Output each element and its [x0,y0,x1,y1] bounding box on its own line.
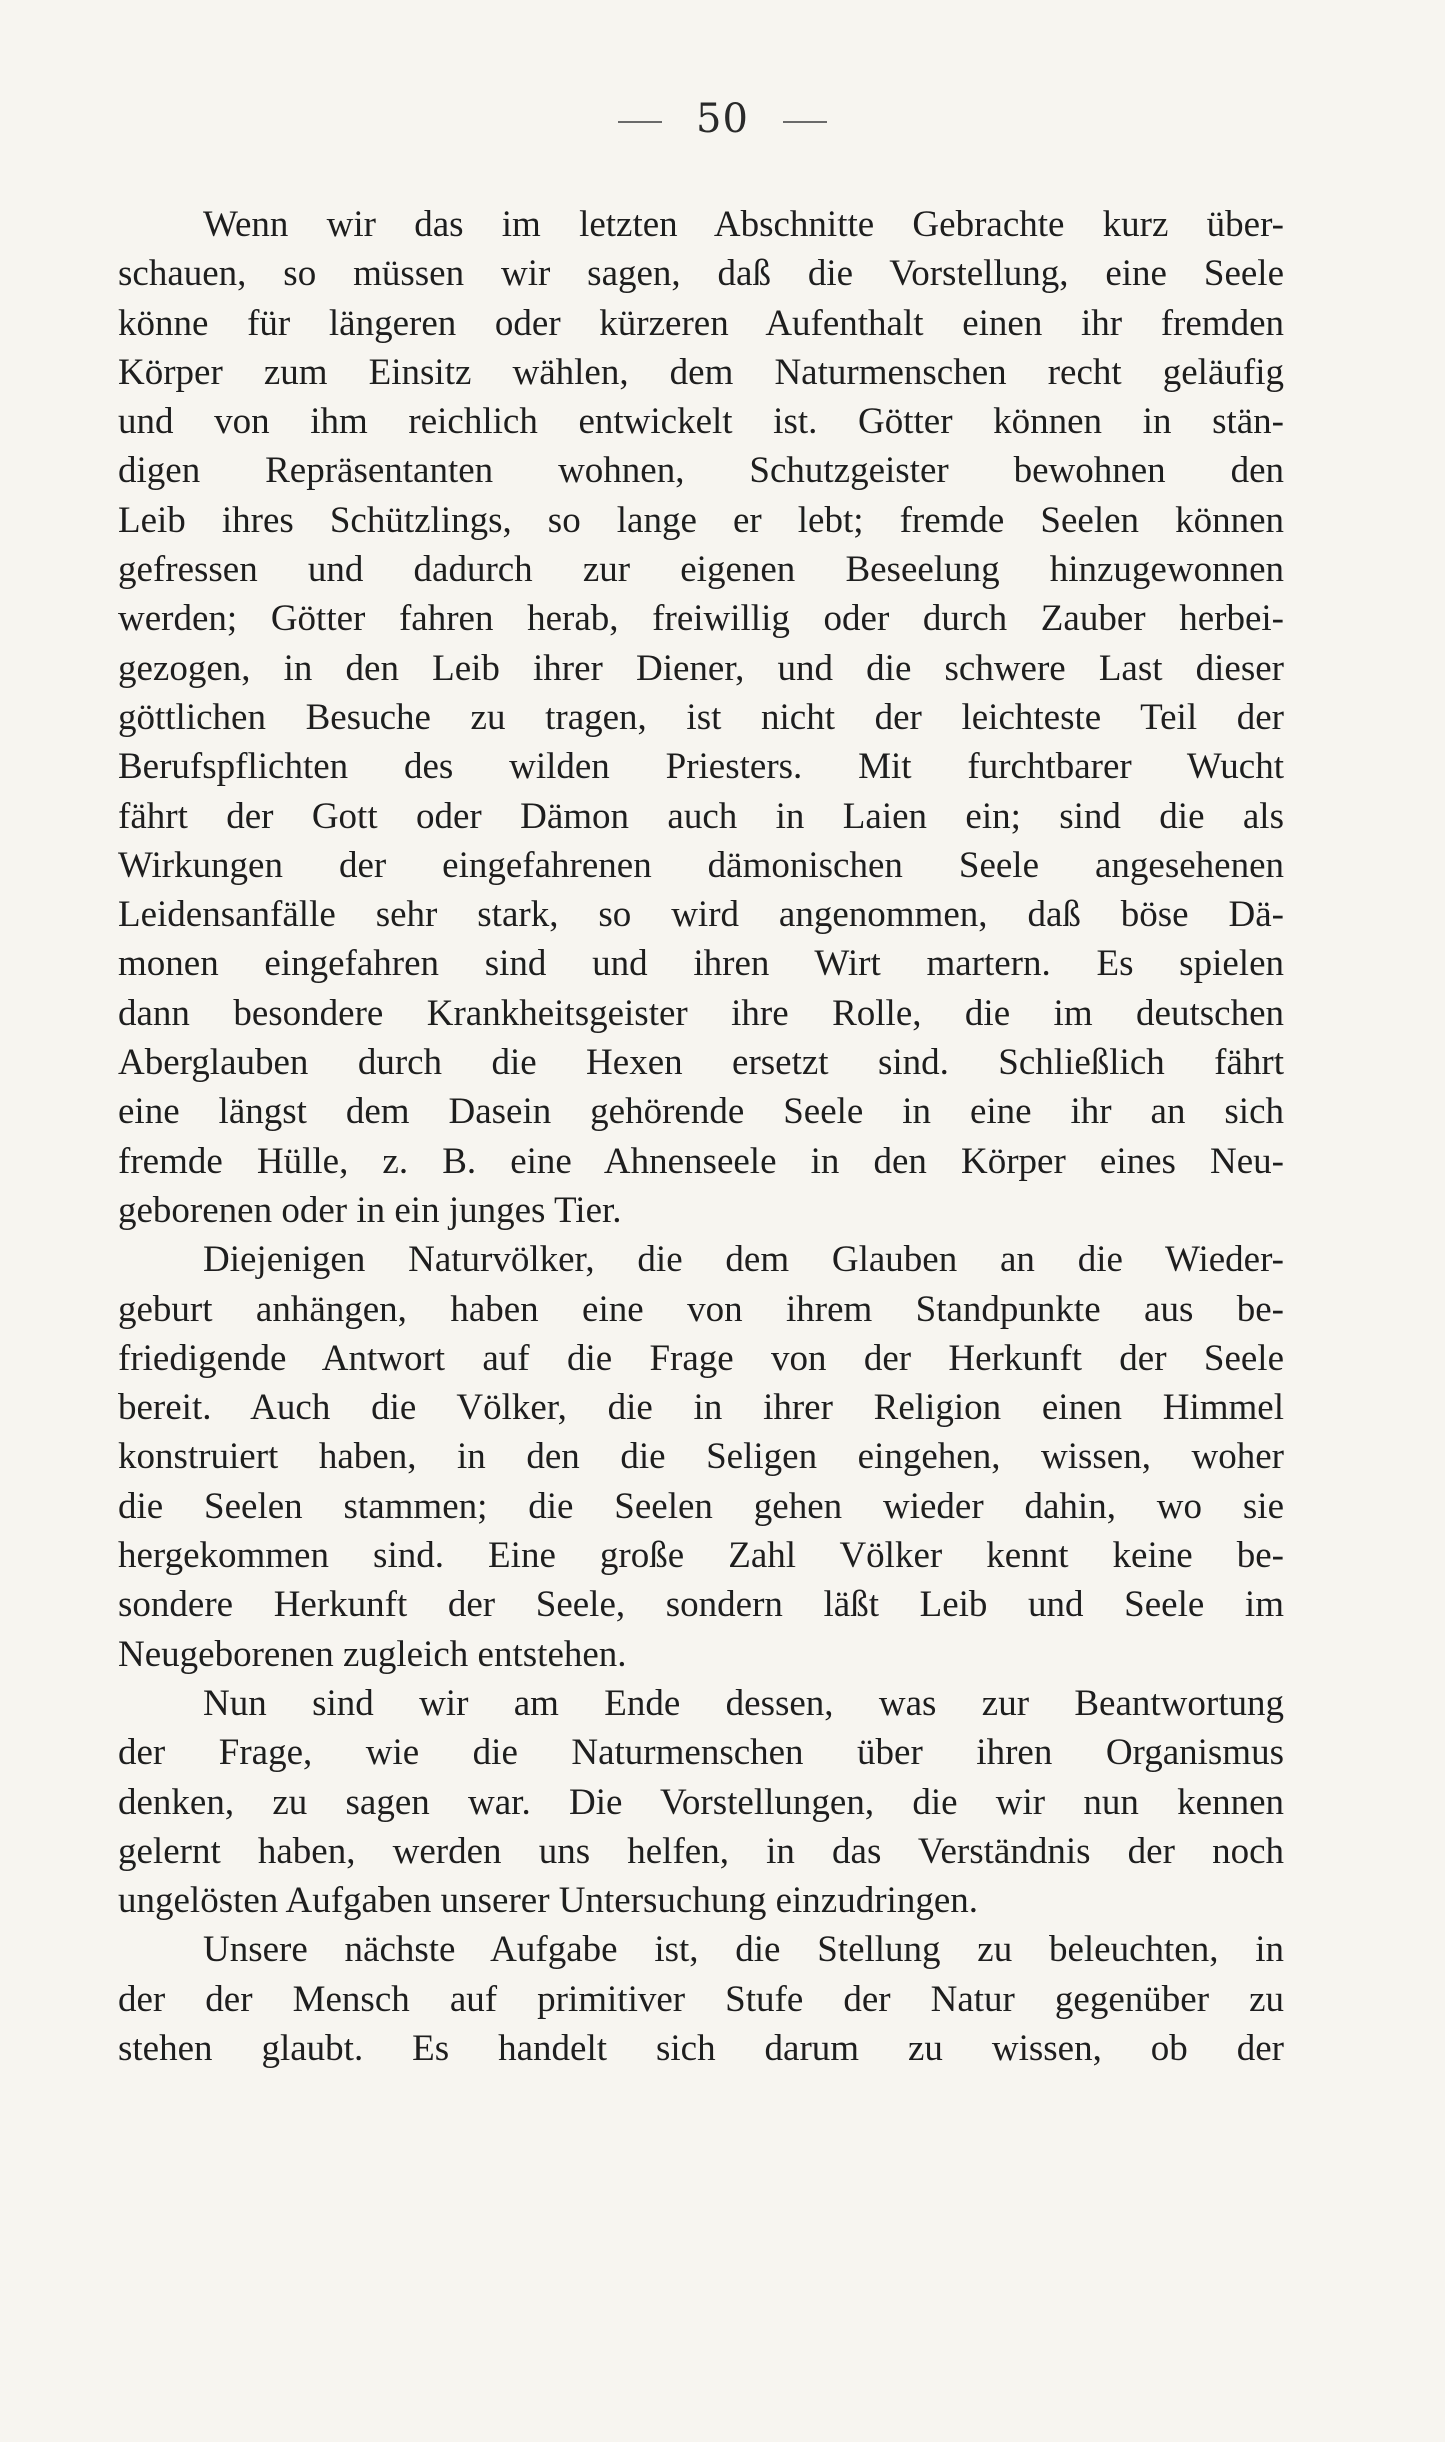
text-line: gefressen und dadurch zur eigenen Beseelung hinzugewonnen [118,549,1284,591]
text-line: geburt anhängen, haben eine von ihrem Standpunkte aus be- [118,1288,1284,1330]
text-line: werden; Götter fahren herab, freiwillig oder durch Zauber herbei- [118,598,1284,640]
text-line: bereit. Auch die Völker, die in ihrer Religion einen Himmel [118,1387,1284,1429]
text-line: friedigende Antwort auf die Frage von der Herkunft der Seele [118,1337,1284,1379]
text-line: denken, zu sagen war. Die Vorstellungen, die wir nun kennen [118,1781,1284,1823]
text-line: stehen glaubt. Es handelt sich darum zu wissen, ob der [118,2027,1284,2069]
text-line: sondere Herkunft der Seele, sondern läßt Leib und Seele im [118,1584,1284,1626]
text-line: Diejenigen Naturvölker, die dem Glauben an die Wieder- [203,1239,1284,1281]
text-line: Leib ihres Schützlings, so lange er lebt; fremde Seelen können [118,499,1284,541]
text-line: und von ihm reichlich entwickelt ist. Götter können in stän- [118,401,1284,443]
text-line: der Frage, wie die Naturmenschen über ihren Organismus [118,1732,1284,1774]
text-line: eine längst dem Dasein gehörende Seele in eine ihr an sich [118,1091,1284,1133]
text-line: monen eingefahren sind und ihren Wirt martern. Es spielen [118,943,1284,985]
page-number: 50 [696,96,749,142]
text-line: ungelösten Aufgaben unserer Untersuchung einzudringen. [118,1880,978,1922]
text-line: hergekommen sind. Eine große Zahl Völker kennt keine be- [118,1535,1284,1577]
text-line: Wenn wir das im letzten Abschnitte Gebrachte kurz über- [203,204,1284,245]
text-line: Nun sind wir am Ende dessen, was zur Beantwortung [203,1682,1284,1724]
text-line: gelernt haben, werden uns helfen, in das Verständnis der noch [118,1830,1284,1872]
text-line: geborenen oder in ein junges Tier. [118,1189,622,1231]
text-line: Neugeborenen zugleich entstehen. [118,1633,627,1675]
text-line: der der Mensch auf primitiver Stufe der Natur gegenüber zu [118,1978,1284,2020]
text-line: schauen, so müssen wir sagen, daß die Vorstellung, eine Seele [118,253,1284,295]
text-line: Körper zum Einsitz wählen, dem Naturmenschen recht geläufig [118,351,1284,393]
text-line: Berufspflichten des wilden Priesters. Mit furchtbarer Wucht [118,746,1284,788]
text-line: göttlichen Besuche zu tragen, ist nicht der leichteste Teil der [118,696,1284,738]
text-line: Wirkungen der eingefahrenen dämonischen Seele angesehenen [118,844,1284,886]
header-dash-right [783,121,827,123]
text-line: fährt der Gott oder Dämon auch in Laien ein; sind die als [118,795,1284,837]
text-line: digen Repräsentanten wohnen, Schutzgeister bewohnen den [118,450,1284,492]
text-line: Unsere nächste Aufgabe ist, die Stellung zu beleuchten, in [203,1929,1284,1971]
text-line: Leidensanfälle sehr stark, so wird angenommen, daß böse Dä- [118,894,1284,936]
text-line: fremde Hülle, z. B. eine Ahnenseele in den Körper eines Neu- [118,1140,1284,1182]
header-dash-left [618,121,662,123]
text-line: gezogen, in den Leib ihrer Diener, und die schwere Last dieser [118,647,1284,689]
paragraph [118,1925,1284,2073]
text-line: konstruiert haben, in den die Seligen eingehen, wissen, woher [118,1436,1284,1478]
page-header [0,96,1445,142]
paragraph [118,1235,1284,1679]
paragraph [118,1679,1284,1925]
text-line: dann besondere Krankheitsgeister ihre Rolle, die im deutschen [118,992,1284,1034]
text-line: Aberglauben durch die Hexen ersetzt sind. Schließlich fährt [118,1042,1284,1084]
text-line: könne für längeren oder kürzeren Aufenthalt einen ihr fremden [118,302,1284,344]
text-line: die Seelen stammen; die Seelen gehen wieder dahin, wo sie [118,1485,1284,1527]
body-text [118,200,1284,2073]
paragraph [118,200,1284,1235]
